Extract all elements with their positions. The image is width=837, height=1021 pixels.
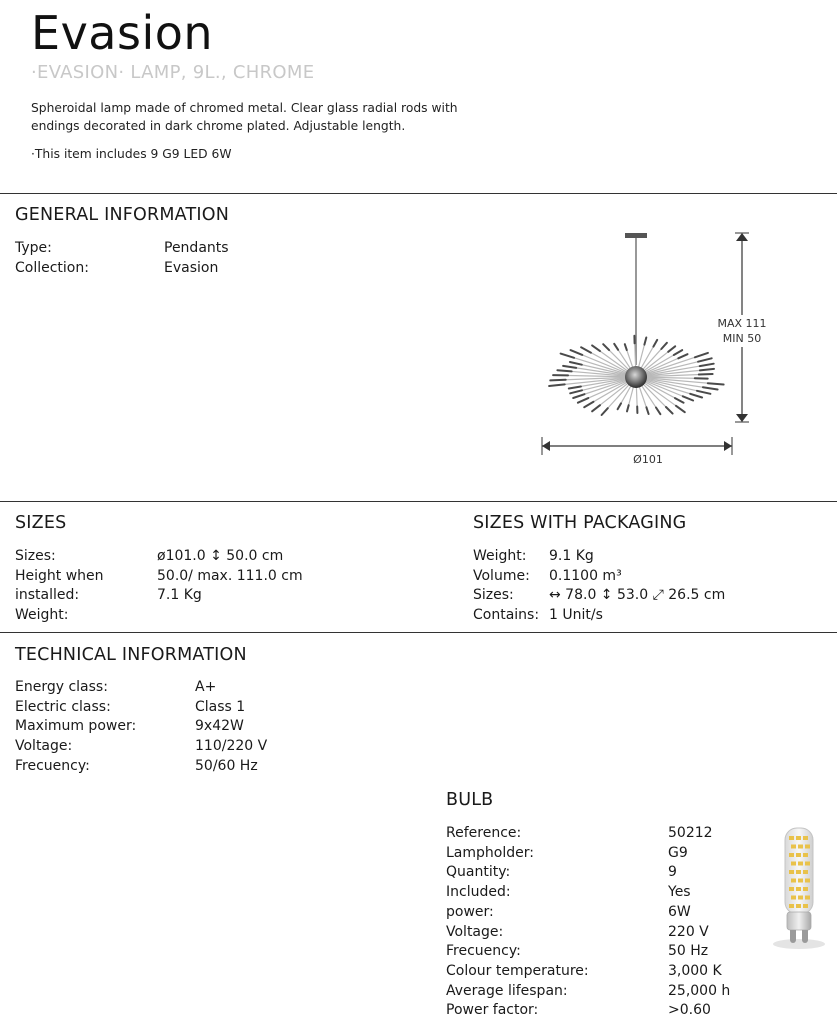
bulb-label: Quantity: [446, 863, 661, 883]
size-label: Sizes: [15, 547, 145, 567]
packaging-label: Sizes: [473, 586, 553, 606]
product-title: Evasion [31, 6, 213, 60]
technical-heading: TECHNICAL INFORMATION [15, 645, 247, 665]
divider [0, 193, 837, 194]
size-value: ø101.0 ↕ 50.0 cm [157, 547, 437, 567]
packaging-heading: SIZES WITH PACKAGING [473, 513, 686, 533]
bulb-value: G9 [668, 844, 768, 864]
packaging-values [549, 547, 829, 626]
divider [0, 632, 837, 633]
bulb-value: 6W [668, 903, 768, 923]
technical-value: Class 1 [195, 698, 395, 718]
sizes-labels [15, 547, 145, 626]
technical-label: Electric class: [15, 698, 195, 718]
included-items-note: ·This item includes 9 G9 LED 6W [31, 147, 231, 161]
size-value: 50.0/ max. 111.0 cm [157, 567, 437, 587]
bulb-value: 220 V [668, 923, 768, 943]
packaging-value: 0.1100 m³ [549, 567, 829, 587]
arrow-left-icon [542, 441, 550, 451]
bulb-heading: BULB [446, 790, 493, 810]
info-label: Collection: [15, 259, 89, 279]
product-description: Spheroidal lamp made of chromed metal. Clear glass radial rods with endings decorated in dark chrome plated. Adjustable length. [31, 99, 471, 135]
packaging-value: 9.1 Kg [549, 547, 829, 567]
lamp-dimension-diagram [530, 225, 770, 470]
bulb-labels [446, 824, 661, 1021]
packaging-value: 1 Unit/s [549, 606, 829, 626]
bulb-label: Colour temperature: [446, 962, 661, 982]
bulb-value: Yes [668, 883, 768, 903]
bulb-value: 3,000 K [668, 962, 768, 982]
max-height-label: MAX 111 [717, 317, 766, 330]
sizes-values [157, 547, 437, 606]
size-label: Height when [15, 567, 145, 587]
technical-label: Energy class: [15, 678, 195, 698]
lamp-hub [625, 366, 647, 388]
arrow-down-icon [736, 414, 748, 422]
g9-bulb-image [768, 822, 828, 952]
arrow-up-icon [736, 233, 748, 241]
bulb-label: Voltage: [446, 923, 661, 943]
general-info-heading: GENERAL INFORMATION [15, 205, 229, 225]
size-label: Weight: [15, 606, 145, 626]
info-value: Evasion [164, 259, 218, 279]
diameter-label: Ø101 [633, 453, 663, 466]
divider [0, 501, 837, 502]
ceiling-canopy [625, 233, 647, 238]
technical-label: Maximum power: [15, 717, 195, 737]
packaging-label: Contains: [473, 606, 553, 626]
arrow-right-icon [724, 441, 732, 451]
product-subtitle: ·EVASION· LAMP, 9L., CHROME [31, 62, 314, 83]
sizes-heading: SIZES [15, 513, 66, 533]
bulb-value: 9 [668, 863, 768, 883]
bulb-value: 50 Hz [668, 942, 768, 962]
packaging-label: Volume: [473, 567, 553, 587]
bulb-label: power: [446, 903, 661, 923]
packaging-label: Weight: [473, 547, 553, 567]
technical-value: 110/220 V [195, 737, 395, 757]
bulb-values [668, 824, 768, 1021]
technical-value: 50/60 Hz [195, 757, 395, 777]
bulb-value: >0.60 [668, 1001, 768, 1021]
technical-label: Frecuency: [15, 757, 195, 777]
technical-label: Voltage: [15, 737, 195, 757]
bulb-label: Power factor: [446, 1001, 661, 1021]
info-value: Pendants [164, 239, 229, 259]
bulb-value: 50212 [668, 824, 768, 844]
size-label: installed: [15, 586, 145, 606]
bulb-value: 25,000 h [668, 982, 768, 1002]
technical-value: A+ [195, 678, 395, 698]
technical-values [195, 678, 395, 777]
bulb-label: Frecuency: [446, 942, 661, 962]
packaging-labels [473, 547, 553, 626]
bulb-label: Lampholder: [446, 844, 661, 864]
bulb-label: Reference: [446, 824, 661, 844]
min-height-label: MIN 50 [723, 332, 761, 345]
bulb-label: Average lifespan: [446, 982, 661, 1002]
packaging-value: ↔ 78.0 ↕ 53.0 ⤢ 26.5 cm [549, 586, 829, 606]
technical-labels [15, 678, 195, 777]
technical-value: 9x42W [195, 717, 395, 737]
size-value: 7.1 Kg [157, 586, 437, 606]
bulb-label: Included: [446, 883, 661, 903]
info-label: Type: [15, 239, 52, 259]
